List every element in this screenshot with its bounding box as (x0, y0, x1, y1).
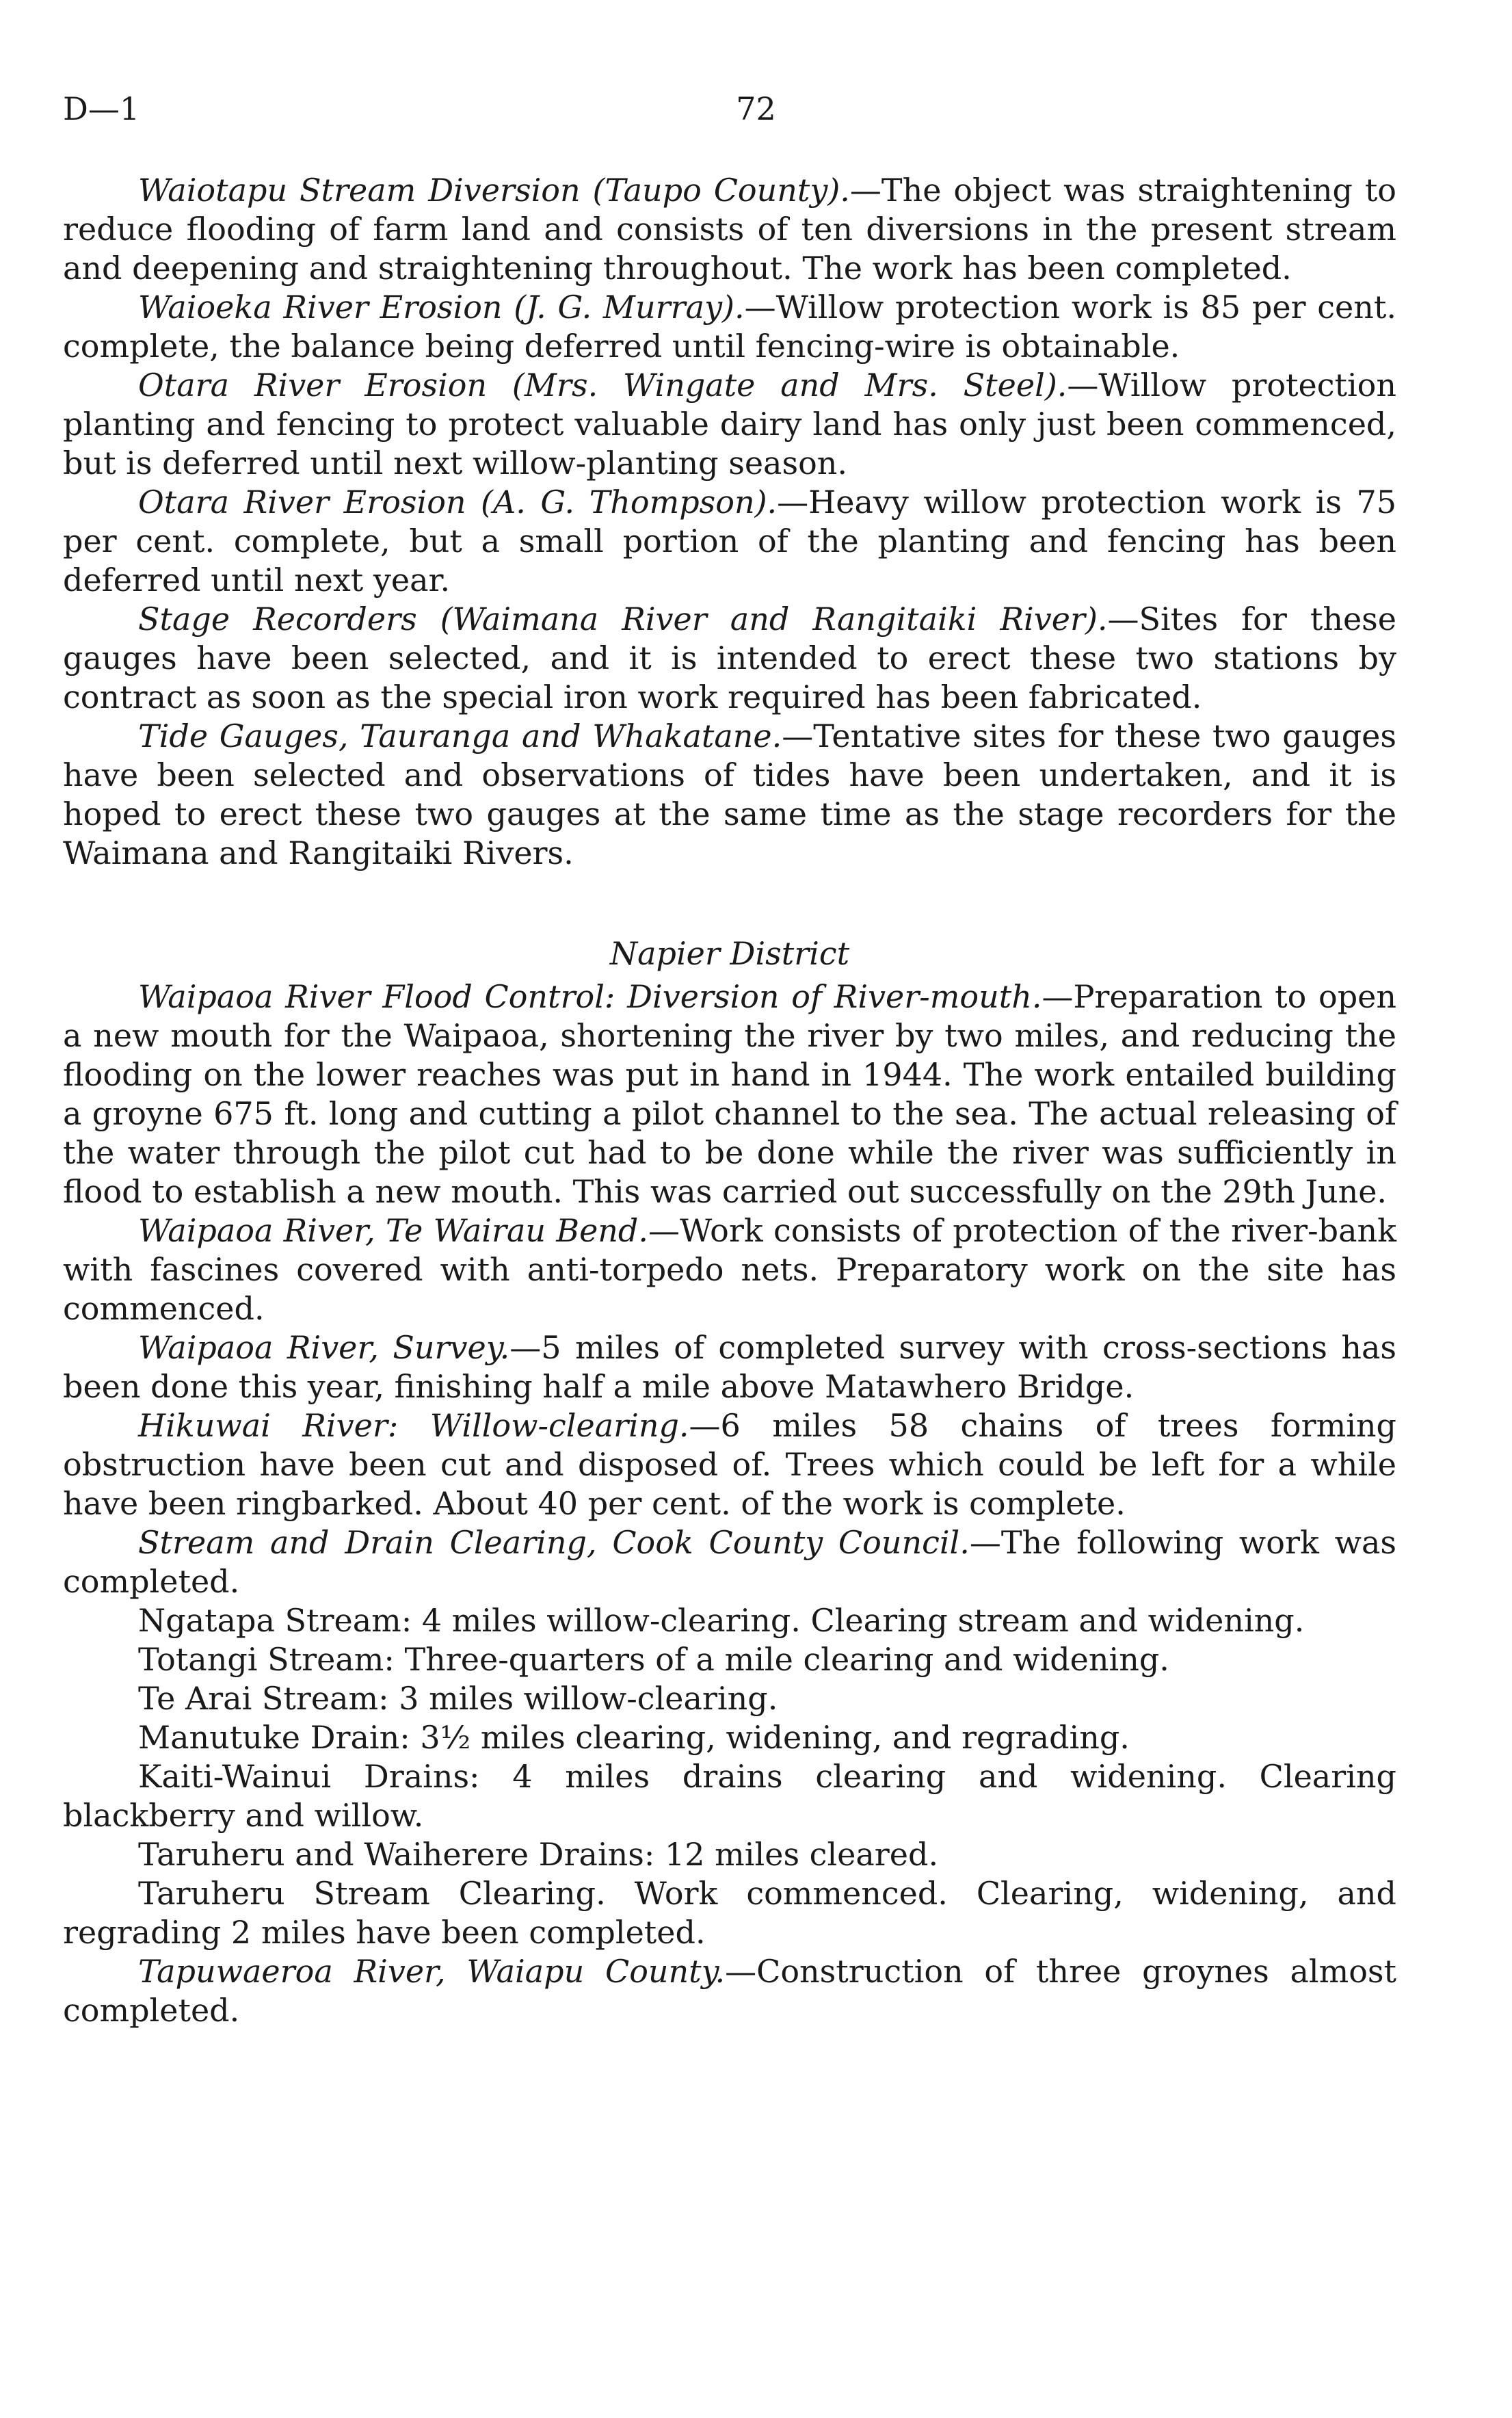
paragraph (63, 1601, 1396, 1640)
paragraph-text: Ngatapa Stream: 4 miles willow-clearing. Clearing stream and widening. (138, 1602, 1305, 1639)
paragraph-text: —6 miles 58 chains of trees forming obstruction have been cut and disposed of. Trees which could be left for a while have been ringbarked. About 40 per cent. of the work is complete. (63, 1407, 1396, 1522)
document-body (63, 171, 1396, 2030)
paragraph-title: Waipaoa River, Survey. (138, 1329, 510, 1366)
paragraph-text: Taruheru Stream Clearing. Work commenced. Clearing, widening, and regrading 2 miles have been completed. (63, 1875, 1396, 1951)
paragraph (63, 171, 1396, 288)
paragraph (63, 1406, 1396, 1523)
paragraph-title: Hikuwai River: Willow-clearing. (138, 1407, 689, 1444)
paragraph-title: Otara River Erosion (A. G. Thompson). (138, 484, 778, 521)
paragraph-text: Kaiti-Wainui Drains: 4 miles drains clearing and widening. Clearing blackberry and willow. (63, 1758, 1396, 1834)
paragraph-text: Manutuke Drain: 3½ miles clearing, widening, and regrading. (138, 1719, 1130, 1756)
paragraph (63, 366, 1396, 483)
paragraph (63, 1679, 1396, 1718)
paragraph-title: Waipaoa River Flood Control: Diversion of River-mouth. (138, 978, 1042, 1015)
paragraph-title: Otara River Erosion (Mrs. Wingate and Mrs. Steel). (138, 367, 1067, 404)
paragraph-text: —Preparation to open a new mouth for the Waipaoa, shortening the river by two miles, and reducing the flooding on the lower reaches was put in hand in 1944. The work entailed building a groyne 675 ft. long and cutting a pilot channel to the sea. The actual releasing of the water through the pilot cut had to be done while the river was sufficiently in flood to establish a new mouth. This was carried out successfully on the 29th June. (63, 978, 1396, 1210)
paragraph-text: —The object was straightening to reduce flooding of farm land and consists of ten diversions in the present stream and deepening and straightening throughout. The work has been completed. (63, 172, 1396, 287)
document-code: D—1 (63, 90, 140, 127)
paragraph (63, 600, 1396, 717)
paragraph-text: Taruheru and Waiherere Drains: 12 miles cleared. (138, 1836, 939, 1873)
paragraph (63, 1952, 1396, 2030)
paragraph-title: Tapuwaeroa River, Waiapu County. (138, 1953, 726, 1990)
paragraph-text: —Sites for these gauges have been selected, and it is intended to erect these two stations by contract as soon as the special iron work required has been fabricated. (63, 601, 1396, 715)
section-heading: Napier District (609, 935, 850, 972)
paragraph-text: —Willow protection work is 85 per cent. complete, the balance being deferred until fencing-wire is obtainable. (63, 289, 1397, 365)
paragraph (63, 288, 1396, 366)
paragraph (63, 717, 1396, 873)
paragraph-text: Totangi Stream: Three-quarters of a mile clearing and widening. (138, 1641, 1169, 1678)
paragraph-text: Te Arai Stream: 3 miles willow-clearing. (138, 1680, 778, 1717)
paragraph-text: —Work consists of protection of the river-bank with fascines covered with anti-torpedo nets. Preparatory work on the site has commenced. (63, 1212, 1396, 1327)
paragraph (63, 1523, 1396, 1601)
paragraph-text: —5 miles of completed survey with cross-sections has been done this year, finishing half a mile above Matawhero Bridge. (63, 1329, 1397, 1405)
paragraph-text: —Heavy willow protection work is 75 per cent. complete, but a small portion of the planting and fencing has been deferred until next year. (63, 484, 1396, 599)
page-header (63, 90, 1449, 138)
paragraph-title: Waipaoa River, Te Wairau Bend. (138, 1212, 649, 1249)
paragraph (63, 1874, 1396, 1952)
paragraph (63, 1640, 1396, 1679)
paragraph (63, 1835, 1396, 1874)
paragraph (63, 483, 1396, 600)
paragraph-text: —Willow protection planting and fencing to protect valuable dairy land has only just been commenced, but is deferred until next willow-planting season. (63, 367, 1396, 482)
paragraph-text: —The following work was completed. (63, 1524, 1396, 1600)
paragraph (63, 1757, 1396, 1835)
paragraph-title: Stage Recorders (Waimana River and Rangitaiki River). (138, 601, 1108, 638)
paragraph-title: Waioeka River Erosion (J. G. Murray). (138, 289, 745, 326)
paragraph (63, 1718, 1396, 1757)
paragraph-title: Waiotapu Stream Diversion (Taupo County). (138, 172, 850, 209)
paragraph (63, 1328, 1396, 1406)
paragraph-text: —Tentative sites for these two gauges have been selected and observations of tides have been undertaken, and it is hoped to erect these two gauges at the same time as the stage recorders for the Waimana and Rangitaiki Rivers. (63, 718, 1396, 871)
page-number: 72 (736, 90, 776, 127)
paragraph-title: Stream and Drain Clearing, Cook County Council. (138, 1524, 970, 1561)
paragraph-title: Tide Gauges, Tauranga and Whakatane. (138, 718, 782, 754)
paragraph (63, 1211, 1396, 1328)
paragraph-text: —Construction of three groynes almost completed. (63, 1953, 1397, 2029)
paragraph (63, 977, 1396, 1211)
